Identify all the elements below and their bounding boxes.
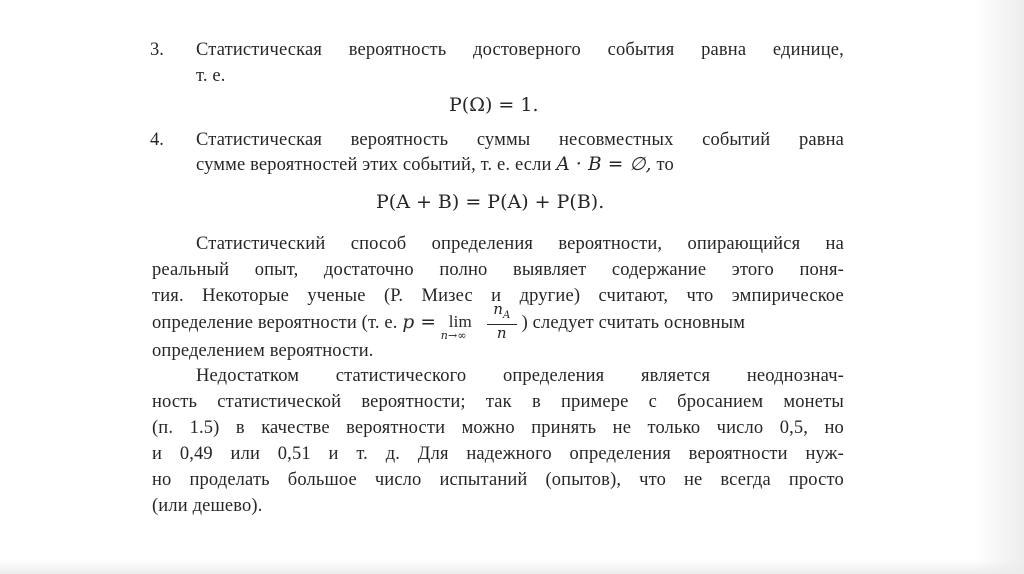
item-3-formula: P(Ω) = 1. (449, 94, 539, 116)
word: достаточно (323, 260, 414, 280)
word: качестве (261, 418, 330, 438)
word: так (485, 392, 512, 412)
word: событий (702, 130, 771, 150)
word: Некоторые (202, 286, 290, 306)
fraction-denominator: n (496, 324, 507, 342)
word: является (640, 366, 711, 386)
word: с (648, 392, 658, 412)
word: монеты (783, 392, 844, 412)
word: большое (287, 470, 357, 490)
word: вероятности (688, 444, 788, 464)
word: число (716, 418, 764, 438)
item-4-number: 4. (150, 130, 164, 150)
para-1-line-4-end: ) следует считать основным (521, 313, 746, 333)
word: на (825, 234, 844, 254)
word: вероятности, (558, 234, 663, 254)
word: можно (461, 418, 515, 438)
word: не (612, 418, 632, 438)
word: тия. (152, 286, 184, 306)
word: достоверного (473, 40, 581, 60)
item-3-line-2: т. е. (196, 66, 226, 86)
word: определения (431, 234, 534, 254)
word: но (824, 418, 844, 438)
para-1-line-4 (152, 300, 746, 342)
item-4-condition-math: A · B = ∅, (556, 154, 652, 175)
word: Недостатком (196, 366, 300, 386)
item-4-formula: P(A + B) = P(A) + P(B). (376, 191, 605, 213)
word: 0,49 (179, 444, 213, 464)
item-4-line-1 (196, 128, 844, 152)
word: вероятности (346, 418, 446, 438)
word: в (235, 418, 245, 438)
word: примере (561, 392, 629, 412)
item-4-line-2-end: то (656, 155, 674, 175)
word: опыт, (254, 260, 299, 280)
word: ученые (307, 286, 366, 306)
para-1-line-4-start: определение вероятности (т. е. (152, 313, 398, 333)
probability-variable: p = (402, 312, 436, 333)
word: Статистическая (196, 130, 323, 150)
word: события (607, 40, 675, 60)
word: этого (731, 260, 774, 280)
word: вероятности; (361, 392, 466, 412)
word: в (531, 392, 541, 412)
word: единице, (772, 40, 844, 60)
word: т. (356, 444, 368, 464)
limit-word: lim (448, 312, 472, 331)
word: нуж- (805, 444, 844, 464)
word: суммы (476, 130, 531, 150)
word: надежного (466, 444, 552, 464)
word: Для (417, 444, 449, 464)
item-3-line-1 (196, 38, 844, 62)
frequency-fraction (487, 301, 517, 342)
word: (опытов), (545, 470, 622, 490)
word: что (639, 470, 666, 490)
word: опирающийся (687, 234, 801, 254)
item-4-line-2 (196, 153, 674, 177)
word: другие) (519, 286, 581, 306)
para-2-line-2 (152, 390, 844, 414)
word: бросанием (677, 392, 764, 412)
word: 1.5) (189, 418, 220, 438)
word: вероятность (348, 40, 447, 60)
word: определения (569, 444, 671, 464)
word: Статистическая (196, 40, 323, 60)
word: Статистический (196, 234, 326, 254)
word: определения (502, 366, 605, 386)
word: число (374, 470, 422, 490)
word: неоднознач- (746, 366, 844, 386)
word: Мизес (421, 286, 473, 306)
word: поня- (799, 260, 844, 280)
word: реальный (152, 260, 230, 280)
limit-expression (440, 300, 517, 342)
word: и (491, 286, 502, 306)
word: (п. (152, 418, 174, 438)
para-1-line-2 (152, 258, 844, 282)
fraction-numerator-base: n (493, 300, 503, 318)
word: полно (439, 260, 488, 280)
item-3-number: 3. (150, 40, 164, 60)
word: 0,51 (277, 444, 311, 464)
word: эмпирическое (731, 286, 844, 306)
item-4-line-2-text: сумме вероятностей этих событий, т. е. если (196, 155, 552, 175)
para-2-line-4 (152, 442, 844, 466)
word: испытаний (439, 470, 528, 490)
word: содержание (611, 260, 707, 280)
word: просто (788, 470, 844, 490)
word: равна (798, 130, 844, 150)
word: статистического (335, 366, 467, 386)
para-2-line-1 (196, 364, 844, 388)
word: (Р. (383, 286, 404, 306)
word: принять (531, 418, 597, 438)
word: несовместных (558, 130, 674, 150)
word: и (152, 444, 163, 464)
word: 0,5, (779, 418, 809, 438)
word: вероятность (350, 130, 449, 150)
word: что (686, 286, 714, 306)
para-1-line-5: определением вероятности. (152, 341, 374, 361)
word: всегда (720, 470, 771, 490)
word: статистической (217, 392, 342, 412)
para-2-line-6: (или дешево). (152, 496, 263, 516)
word: считают, (598, 286, 669, 306)
word: выявляет (512, 260, 587, 280)
word: и (328, 444, 339, 464)
word: не (683, 470, 703, 490)
fraction-numerator-subscript: A (503, 310, 511, 321)
para-2-line-5 (152, 468, 844, 492)
word: равна (701, 40, 747, 60)
word: но (152, 470, 172, 490)
fraction-numerator (487, 301, 517, 325)
word: ность (152, 392, 198, 412)
para-2-line-3 (152, 416, 844, 440)
word: или (230, 444, 261, 464)
para-1-line-1 (196, 232, 844, 256)
word: д. (385, 444, 401, 464)
word: только (647, 418, 701, 438)
limit-subscript: n→∞ (440, 329, 467, 342)
word: проделать (189, 470, 270, 490)
word: способ (350, 234, 407, 254)
